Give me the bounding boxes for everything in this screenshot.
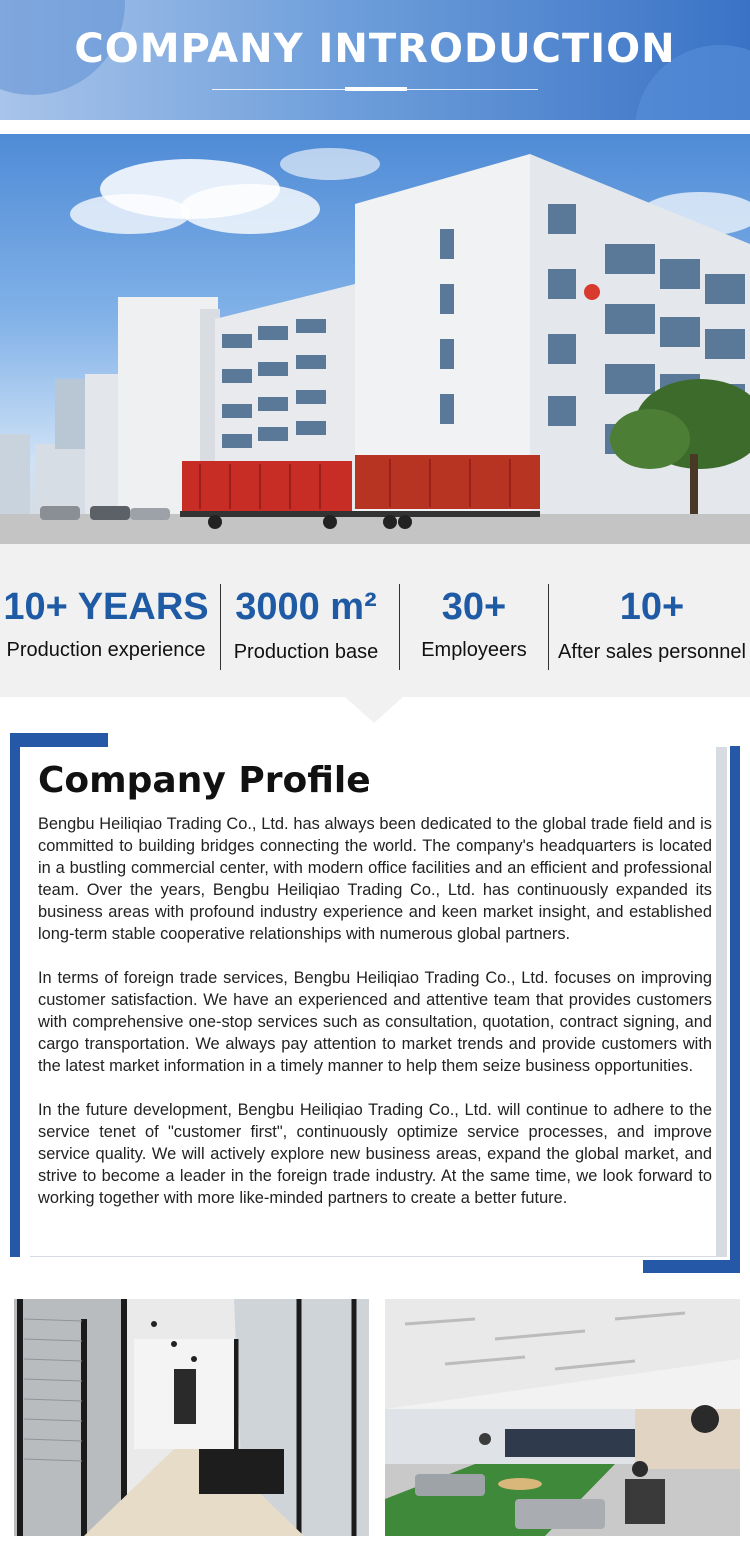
section-header	[0, 0, 750, 120]
stat-value: 10+	[619, 586, 685, 628]
stat-value: 30+	[441, 586, 507, 628]
profile-text	[38, 813, 716, 1209]
stats-pointer	[345, 697, 403, 723]
profile-title: Company Profile	[38, 760, 371, 801]
profile-paragraph: In terms of foreign trade services, Bengbu Heiliqiao Trading Co., Ltd. focuses on improving customer satisfaction. We have an experienced and attentive team that provides customers with comprehensive one-stop services such as consultation, quotation, contract signing, and cargo transportation. We always pay attention to market trends and provide customers with the latest market information in a timely manner to help them seize business opportunities.	[38, 969, 712, 1075]
stats-band	[0, 544, 750, 697]
stat-label: Production base	[233, 641, 379, 663]
stat-experience	[0, 584, 212, 662]
profile-paragraph: In the future development, Bengbu Heiliqiao Trading Co., Ltd. will continue to adhere to the service tenet of "customer first", continuously optimize service processes, and improve service quality. We will actively explore new business areas, expand the global market, and strive to become a leader in the foreign trade industry. At the same time, we look forward to working together with more like-minded partners to create a better future.	[38, 1101, 712, 1207]
stat-divider	[220, 584, 221, 670]
office-corridor-photo	[14, 1299, 369, 1536]
page-title: COMPANY INTRODUCTION	[74, 26, 676, 72]
stat-employees	[400, 584, 548, 662]
open-office-photo	[385, 1299, 740, 1536]
stat-production-base	[222, 584, 390, 664]
stat-after-sales	[554, 584, 750, 664]
factory-building-photo	[0, 134, 750, 544]
profile-paragraph: Bengbu Heiliqiao Trading Co., Ltd. has always been dedicated to the global trade field and is committed to building bridges connecting the world. The company's headquarters is located in a bustling commercial center, with modern office facilities and an efficient and professional team. Over the years, Bengbu Heiliqiao Trading Co., Ltd. has continuously expanded its business areas with profound industry experience and keen market insight, and established long-term stable cooperative relationships with numerous global partners.	[38, 815, 712, 943]
stat-label: After sales personnel	[558, 641, 746, 663]
stat-divider	[548, 584, 549, 670]
profile-card	[30, 747, 716, 1256]
stat-label: Production experience	[6, 639, 206, 661]
stat-value: 10+ YEARS	[3, 586, 209, 628]
stat-value: 3000 m²	[235, 586, 377, 628]
stat-label: Employeers	[421, 639, 527, 661]
title-underline-accent	[345, 87, 407, 91]
